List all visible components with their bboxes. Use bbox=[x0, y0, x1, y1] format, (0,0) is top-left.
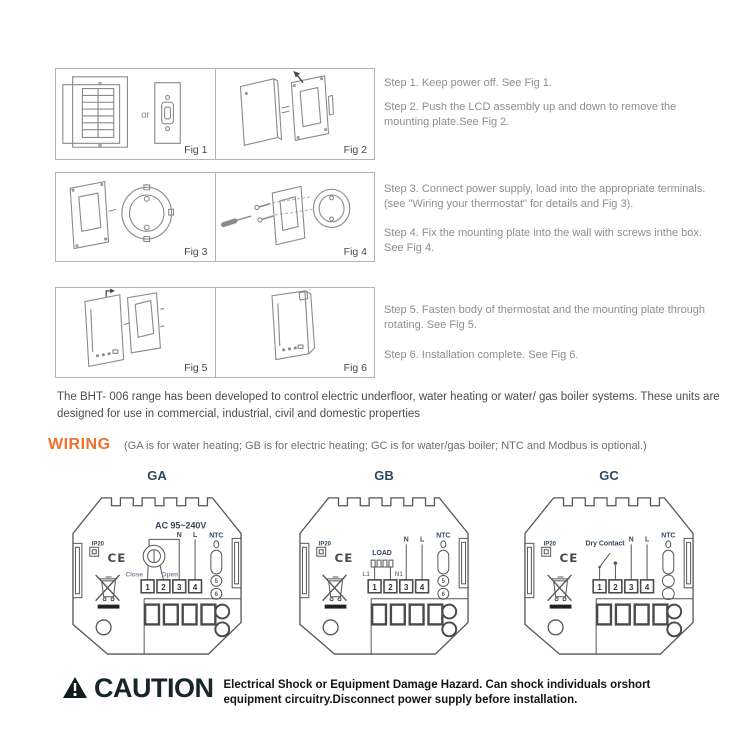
ga-fixing-hole bbox=[96, 620, 111, 635]
figure-row-2 bbox=[55, 172, 375, 262]
step-5-text: Step 5. Fasten body of thermostat and the mounting plate through rotating. See Fig 5. bbox=[384, 304, 706, 331]
wiring-section-title: WIRING bbox=[48, 436, 111, 453]
gb-l1-label: L1 bbox=[362, 570, 370, 578]
ga-wiring-illustration bbox=[58, 484, 256, 660]
fig1-label: Fig 1 bbox=[184, 144, 208, 156]
gc-l-label: L bbox=[644, 536, 650, 544]
fig5-label: Fig 5 bbox=[184, 362, 208, 374]
fig4-label: Fig 4 bbox=[343, 246, 367, 258]
fig6-label: Fig 6 bbox=[343, 362, 367, 374]
step-3-text: Step 3. Connect power supply, load into the appropriate terminals. (see "Wiring your thermostat" for details and Fig 3). bbox=[384, 183, 706, 210]
fig2-label: Fig 2 bbox=[343, 144, 367, 156]
step-1-text: Step 1. Keep power off. See Fig 1. bbox=[384, 77, 552, 89]
svg-text:2: 2 bbox=[388, 582, 393, 592]
ga-lower-terminals bbox=[145, 605, 229, 637]
gb-l-label: L bbox=[419, 536, 425, 544]
weee-bin-icon bbox=[323, 575, 347, 609]
gc-wiring-illustration bbox=[510, 484, 708, 660]
gc-fixing-hole bbox=[548, 620, 563, 635]
gc-n-label: N bbox=[628, 536, 634, 544]
load-coil-symbol bbox=[371, 560, 393, 580]
svg-text:1: 1 bbox=[372, 582, 377, 592]
screwdriver-handle bbox=[223, 221, 234, 225]
fig3-panel bbox=[56, 173, 215, 261]
svg-text:4: 4 bbox=[419, 582, 425, 592]
ga-open-label: Open bbox=[161, 571, 179, 579]
gc-ip20-label: IP20 bbox=[543, 541, 556, 548]
gb-terminals bbox=[368, 580, 428, 593]
gb-lower-terminals bbox=[372, 605, 456, 637]
gb-n-label: N bbox=[403, 536, 409, 544]
warning-triangle-icon bbox=[62, 676, 88, 700]
figure-row-3 bbox=[55, 287, 375, 378]
figure-row-1 bbox=[55, 68, 375, 160]
or-text: or bbox=[141, 109, 150, 121]
ga-diagram bbox=[58, 468, 256, 660]
svg-text:3: 3 bbox=[177, 582, 182, 592]
ip20-icon bbox=[317, 547, 326, 556]
ga-ntc-label: NTC bbox=[209, 532, 224, 540]
svg-text:2: 2 bbox=[613, 582, 618, 592]
svg-text:4: 4 bbox=[644, 582, 650, 592]
svg-text:3: 3 bbox=[629, 582, 634, 592]
gb-ip20-label: IP20 bbox=[318, 541, 331, 548]
gc-dry-contact-label: Dry Contact bbox=[585, 540, 625, 548]
caution-label: CAUTION bbox=[94, 673, 214, 703]
fig2-panel bbox=[215, 69, 375, 159]
gb-n1-label: N1 bbox=[394, 570, 403, 578]
ga-terminals bbox=[141, 580, 201, 593]
svg-text:3: 3 bbox=[404, 582, 409, 592]
ntc-sensor-symbol bbox=[661, 532, 675, 599]
ga-ip20-label: IP20 bbox=[91, 541, 104, 548]
svg-text:6: 6 bbox=[214, 591, 218, 598]
svg-text:2: 2 bbox=[161, 582, 166, 592]
ga-l-label: L bbox=[192, 531, 198, 539]
fig6-panel bbox=[215, 288, 375, 377]
wiring-section-note: (GA is for water heating; GB is for electric heating; GC is for water/gas boiler; NTC and Modbus is optional.) bbox=[124, 440, 647, 452]
fig3-label: Fig 3 bbox=[184, 246, 208, 258]
ip20-icon bbox=[542, 547, 551, 556]
ga-ce-mark: CE bbox=[107, 551, 127, 566]
step-2-text: Step 2. Push the LCD assembly up and down to remove the mounting plate.See Fig 2. bbox=[384, 101, 677, 128]
fig4-panel bbox=[215, 173, 375, 261]
ga-close-label: Close bbox=[125, 571, 143, 579]
fig1-panel bbox=[56, 69, 215, 159]
svg-text:1: 1 bbox=[597, 582, 602, 592]
fig5-panel bbox=[56, 288, 215, 377]
ntc-sensor-symbol bbox=[436, 532, 450, 599]
weee-bin-icon bbox=[548, 575, 572, 609]
gc-lower-terminals bbox=[597, 605, 681, 637]
caution-text: Electrical Shock or Equipment Damage Hazard. Can shock individuals orshort equipment circuitry.Disconnect power supply before installation. bbox=[223, 679, 651, 706]
caution-banner bbox=[62, 673, 676, 707]
gc-terminals bbox=[593, 580, 653, 593]
gc-title: GC bbox=[599, 468, 619, 483]
gb-wiring-illustration bbox=[285, 484, 483, 660]
ga-voltage-label: AC 95~240V bbox=[155, 520, 207, 531]
ip20-icon bbox=[90, 547, 99, 556]
svg-text:1: 1 bbox=[145, 582, 150, 592]
ga-n-label: N bbox=[176, 531, 182, 539]
gb-title: GB bbox=[374, 468, 394, 483]
gc-ce-mark: CE bbox=[559, 551, 579, 566]
gb-ntc-label: NTC bbox=[436, 532, 451, 540]
gc-ntc-label: NTC bbox=[661, 532, 676, 540]
gb-diagram bbox=[285, 468, 483, 660]
dry-contact-switch-symbol bbox=[598, 553, 617, 580]
gb-ce-mark: CE bbox=[334, 551, 354, 566]
svg-text:5: 5 bbox=[441, 579, 445, 586]
gc-diagram bbox=[510, 468, 708, 660]
ga-title: GA bbox=[147, 468, 167, 483]
intro-paragraph: The BHT- 006 range has been developed to control electric underfloor, water heating or water/ gas boiler systems. These units are designed for use in commercial, industrial, civil and domestic properties bbox=[57, 391, 720, 420]
step-4-text: Step 4. Fix the mounting plate into the wall with screws inthe box. See Fig 4. bbox=[384, 227, 702, 254]
ntc-sensor-symbol bbox=[209, 532, 223, 599]
weee-bin-icon bbox=[96, 575, 120, 609]
step-6-text: Step 6. Installation complete. See Fig 6. bbox=[384, 349, 579, 361]
svg-text:4: 4 bbox=[192, 582, 198, 592]
gb-fixing-hole bbox=[323, 620, 338, 635]
svg-text:5: 5 bbox=[214, 579, 218, 586]
gb-load-label: LOAD bbox=[372, 550, 392, 558]
svg-text:6: 6 bbox=[441, 591, 445, 598]
